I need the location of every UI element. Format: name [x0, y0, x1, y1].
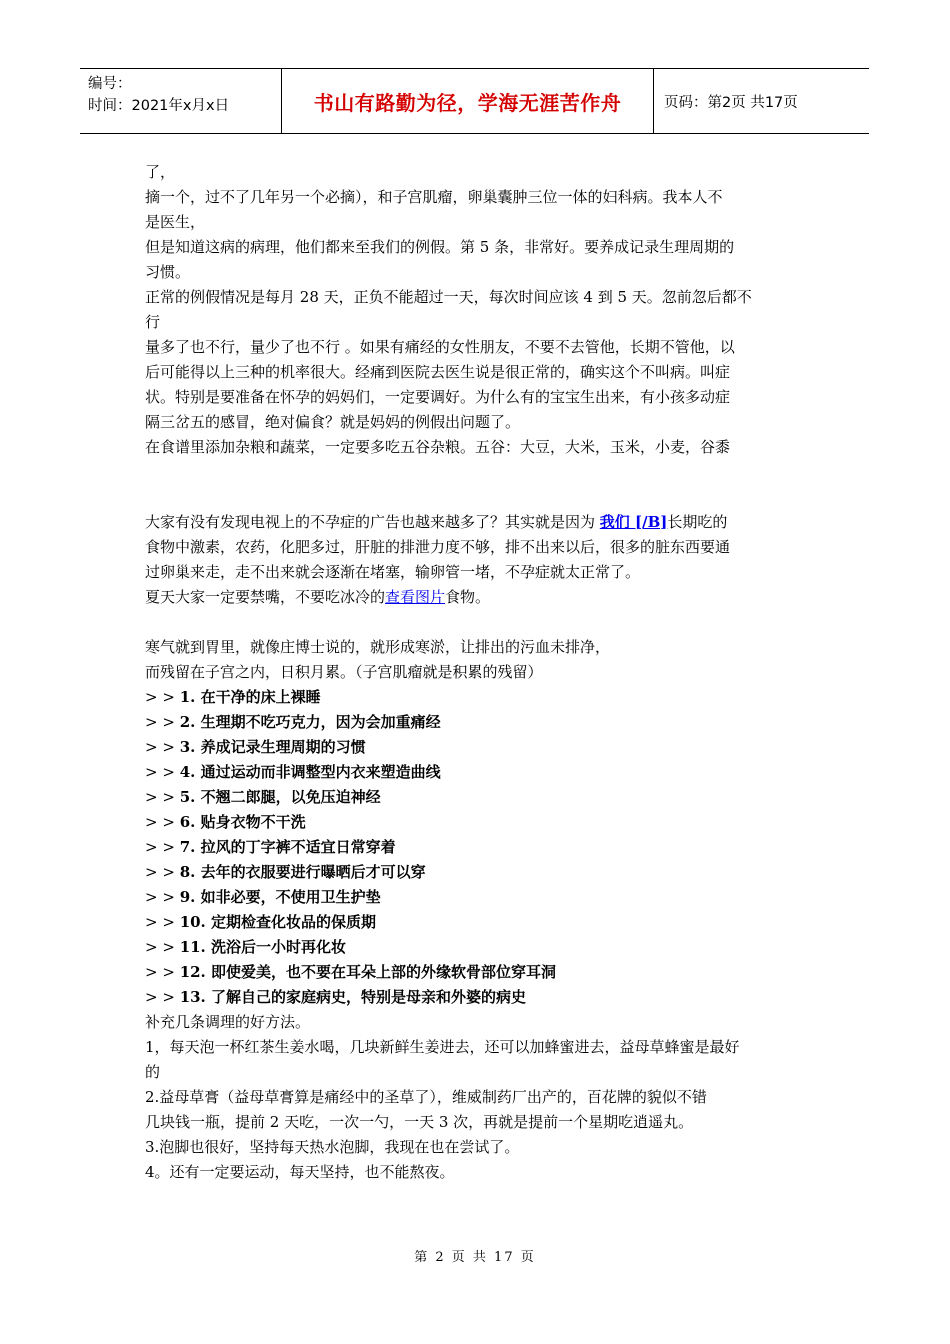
text-span: 食物。 [445, 588, 491, 606]
text-line [145, 510, 815, 535]
tips-list [145, 685, 815, 1010]
text-line [145, 585, 815, 610]
text-line: 是医生， [145, 213, 206, 231]
list-item-text: 4. 通过运动而非调整型内衣来塑造曲线 [179, 763, 441, 781]
text-line: 补充几条调理的好方法。 [145, 1013, 311, 1031]
link-women-bold[interactable] [600, 513, 668, 531]
list-item-text: 8. 去年的衣服要进行曝晒后才可以穿 [179, 863, 426, 881]
list-prefix: > > [145, 838, 180, 856]
list-item [145, 985, 815, 1010]
text-span: 大家有没有发现电视上的不孕症的广告也越来越多了？其实就是因为 [145, 513, 600, 531]
header-motto [282, 69, 654, 133]
text-line: 在食谱里添加杂粮和蔬菜，一定要多吃五谷杂粮。五谷：大豆，大米，玉米，小麦，谷黍 [145, 438, 731, 456]
serial-number-label: 编号： [88, 76, 132, 92]
text-line: 了， [145, 163, 176, 181]
list-prefix: > > [145, 938, 180, 956]
header-meta [80, 69, 282, 133]
text-line: 的 [145, 1063, 161, 1081]
list-item-text: 2. 生理期不吃巧克力，因为会加重痛经 [179, 713, 441, 731]
list-item [145, 735, 815, 760]
list-prefix: > > [145, 863, 180, 881]
list-item [145, 910, 815, 935]
text-line: 习惯。 [145, 263, 191, 281]
text-line: 几块钱一瓶，提前 2 天吃，一次一勺，一天 3 次，再就是提前一个星期吃逍遥丸。 [145, 1113, 694, 1131]
list-item [145, 935, 815, 960]
list-prefix: > > [145, 738, 180, 756]
text-span: 夏天大家一定要禁嘴，不要吃冰冷的 [145, 588, 386, 606]
list-item [145, 860, 815, 885]
text-line: 量多了也不行，量少了也不行 。如果有痛经的女性朋友，不要不去管他，长期不管他，以 [145, 338, 735, 356]
list-item [145, 685, 815, 710]
page-footer [0, 1246, 950, 1265]
text-span: 长期吃的 [667, 513, 728, 531]
text-line: 2.益母草膏（益母草膏算是痛经中的圣草了），维威制药厂出产的，百花牌的貌似不错 [145, 1088, 707, 1106]
list-prefix: > > [145, 813, 180, 831]
text-line: 摘一个，过不了几年另一个必摘），和子宫肌瘤，卵巢囊肿三位一体的妇科病。我本人不 [145, 188, 723, 206]
text-line: 3.泡脚也很好，坚持每天热水泡脚，我现在也在尝试了。 [145, 1138, 520, 1156]
paragraph-block-1 [145, 160, 815, 460]
list-prefix: > > [145, 963, 180, 981]
list-item [145, 785, 815, 810]
list-item [145, 710, 815, 735]
list-item [145, 760, 815, 785]
list-item-text: 11. 洗浴后一小时再化妆 [179, 938, 347, 956]
text-line: 后可能得以上三种的机率很大。经痛到医院去医生说是很正常的，确实这个不叫病。叫症 [145, 363, 731, 381]
list-item [145, 810, 815, 835]
list-prefix: > > [145, 788, 180, 806]
view-image-link[interactable]: 查看图片 [385, 588, 446, 606]
list-item [145, 835, 815, 860]
list-item-text: 6. 贴身衣物不干洗 [179, 813, 306, 831]
list-item-text: 5. 不翘二郎腿，以免压迫神经 [179, 788, 381, 806]
text-line: 食物中激素，农药，化肥多过，肝脏的排泄力度不够，排不出来以后，很多的脏东西要通 [145, 538, 731, 556]
list-item-text: 3. 养成记录生理周期的习惯 [179, 738, 366, 756]
list-item-text: 10. 定期检查化妆品的保质期 [179, 913, 377, 931]
header-page-info [654, 69, 869, 133]
list-item-text: 9. 如非必要，不使用卫生护垫 [179, 888, 381, 906]
text-line: 1，每天泡一杯红茶生姜水喝，几块新鲜生姜进去，还可以加蜂蜜进去，益母草蜂蜜是最好 [145, 1038, 740, 1056]
page-header [80, 68, 869, 134]
list-prefix: > > [145, 688, 180, 706]
list-item-text: 13. 了解自己的家庭病史，特别是母亲和外婆的病史 [179, 988, 527, 1006]
page-info-text: 页码：第2页 共17页 [664, 94, 798, 111]
list-item-text: 12. 即使爱美，也不要在耳朵上部的外缘软骨部位穿耳洞 [179, 963, 557, 981]
list-prefix: > > [145, 763, 180, 781]
text-line: 隔三岔五的感冒，绝对偏食？就是妈妈的例假出问题了。 [145, 413, 521, 431]
paragraph-block-4 [145, 1010, 815, 1185]
link-text: 我们 [/B] [599, 513, 668, 531]
text-line: 但是知道这病的病理，他们都来至我们的例假。第 5 条，非常好。要养成记录生理周期的 [145, 238, 735, 256]
list-prefix: > > [145, 713, 180, 731]
date-label: 时间：2021年x月x日 [88, 98, 230, 114]
spacer [145, 610, 815, 635]
list-prefix: > > [145, 988, 180, 1006]
text-line: 寒气就到胃里，就像庄博士说的，就形成寒淤，让排出的污血未排净， [145, 638, 611, 656]
text-line: 状。特别是要准备在怀孕的妈妈们，一定要调好。为什么有的宝宝生出来，有小孩多动症 [145, 388, 731, 406]
paragraph-block-2 [145, 510, 815, 610]
list-item [145, 885, 815, 910]
document-body [145, 160, 815, 1185]
footer-page-number: 第 2 页 共 17 页 [414, 1250, 536, 1265]
text-line: 正常的例假情况是每月 28 天，正负不能超过一天，每次时间应该 4 到 5 天。忽前忽后都不 [145, 288, 752, 306]
paragraph-block-3 [145, 635, 815, 685]
motto-text: 书山有路勤为径，学海无涯苦作舟 [313, 90, 622, 115]
text-line: 而残留在子宫之内，日积月累。（子宫肌瘤就是积累的残留） [145, 663, 543, 681]
text-line: 4。还有一定要运动，每天坚持，也不能熬夜。 [145, 1163, 455, 1181]
list-item [145, 960, 815, 985]
spacer [145, 460, 815, 510]
list-prefix: > > [145, 913, 180, 931]
list-item-text: 7. 拉风的丁字裤不适宜日常穿着 [179, 838, 396, 856]
list-prefix: > > [145, 888, 180, 906]
text-line: 行 [145, 313, 161, 331]
text-line: 过卵巢来走，走不出来就会逐渐在堵塞，输卵管一堵，不孕症就太正常了。 [145, 563, 641, 581]
list-item-text: 1. 在干净的床上裸睡 [179, 688, 321, 706]
